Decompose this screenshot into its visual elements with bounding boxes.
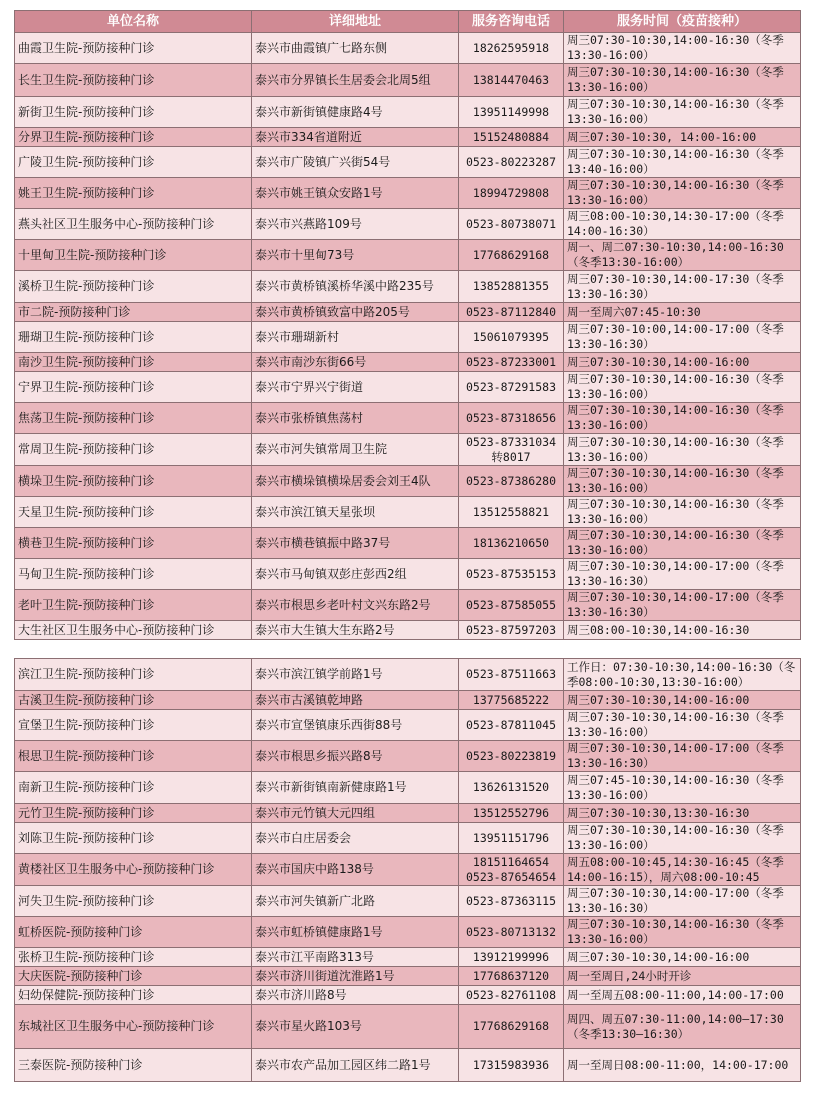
table-row xyxy=(15,178,801,209)
clinic-name-cell: 南新卫生院-预防接种门诊 xyxy=(15,772,252,804)
address-cell: 泰兴市河失镇常周卫生院 xyxy=(252,434,459,466)
table-row xyxy=(15,710,801,741)
table-row xyxy=(15,33,801,64)
phone-cell: 18262595918 xyxy=(459,33,564,64)
clinic-name-cell: 三泰医院-预防接种门诊 xyxy=(15,1049,252,1082)
address-cell: 泰兴市宁界兴宁街道 xyxy=(252,372,459,403)
table-row xyxy=(15,209,801,240)
address-cell: 泰兴市十里甸73号 xyxy=(252,240,459,271)
address-cell: 泰兴市张桥镇焦荡村 xyxy=(252,403,459,434)
hours-cell: 周三07:30-10:30,14:00-17:00（冬季13:30-16:30） xyxy=(564,886,801,917)
phone-cell: 13626131520 xyxy=(459,772,564,804)
clinic-name-cell: 曲霞卫生院-预防接种门诊 xyxy=(15,33,252,64)
clinic-name-cell: 元竹卫生院-预防接种门诊 xyxy=(15,804,252,823)
table-row xyxy=(15,967,801,986)
clinic-name-cell: 黄楼社区卫生服务中心-预防接种门诊 xyxy=(15,854,252,886)
clinic-name-cell: 妇幼保健院-预防接种门诊 xyxy=(15,986,252,1005)
phone-cell: 13951149998 xyxy=(459,97,564,128)
hours-cell: 周三07:30-10:30,14:00-16:00 xyxy=(564,691,801,710)
address-cell: 泰兴市334省道附近 xyxy=(252,128,459,147)
clinic-name-cell: 珊瑚卫生院-预防接种门诊 xyxy=(15,322,252,353)
table-row xyxy=(15,322,801,353)
table-row xyxy=(15,497,801,528)
clinic-name-cell: 滨江卫生院-预防接种门诊 xyxy=(15,659,252,691)
address-cell: 泰兴市曲霞镇广七路东侧 xyxy=(252,33,459,64)
hours-cell: 周三07:30-10:30,14:00-17:00（冬季13:30-16:30） xyxy=(564,741,801,772)
address-cell: 泰兴市新街镇南新健康路1号 xyxy=(252,772,459,804)
address-cell: 泰兴市济川街道沈淮路1号 xyxy=(252,967,459,986)
hours-cell: 周三07:30-10:00,14:00-17:00（冬季13:30-16:30） xyxy=(564,322,801,353)
header-name: 单位名称 xyxy=(15,11,252,33)
phone-cell: 0523-87535153 xyxy=(459,559,564,590)
phone-cell: 0523-87597203 xyxy=(459,621,564,640)
clinic-name-cell: 溪桥卫生院-预防接种门诊 xyxy=(15,271,252,303)
clinic-name-cell: 广陵卫生院-预防接种门诊 xyxy=(15,147,252,178)
phone-cell: 0523-87318656 xyxy=(459,403,564,434)
clinic-name-cell: 燕头社区卫生服务中心-预防接种门诊 xyxy=(15,209,252,240)
hours-cell: 周三07:30-10:30,13:30-16:30 xyxy=(564,804,801,823)
hours-cell: 周三07:30-10:30,14:00-16:30（冬季13:30-16:00） xyxy=(564,403,801,434)
hours-cell: 周三07:45-10:30,14:00-16:30（冬季13:30-16:00） xyxy=(564,772,801,804)
clinic-name-cell: 古溪卫生院-预防接种门诊 xyxy=(15,691,252,710)
address-cell: 泰兴市宣堡镇康乐西街88号 xyxy=(252,710,459,741)
phone-cell: 0523-80713132 xyxy=(459,917,564,948)
address-cell: 泰兴市星火路103号 xyxy=(252,1005,459,1049)
phone-cell: 15061079395 xyxy=(459,322,564,353)
clinic-name-cell: 常周卫生院-预防接种门诊 xyxy=(15,434,252,466)
hours-cell: 周三07:30-10:30,14:00-16:30（冬季13:30-16:00） xyxy=(564,528,801,559)
hours-cell: 周三07:30-10:30,14:00-16:30（冬季13:30-16:00） xyxy=(564,710,801,741)
table-row xyxy=(15,917,801,948)
phone-cell: 13951151796 xyxy=(459,823,564,854)
hours-cell: 周三07:30-10:30,14:00-16:30（冬季13:30-16:00） xyxy=(564,372,801,403)
address-cell: 泰兴市滨江镇学前路1号 xyxy=(252,659,459,691)
phone-cell: 0523-80223287 xyxy=(459,147,564,178)
address-cell: 泰兴市白庄居委会 xyxy=(252,823,459,854)
header-address: 详细地址 xyxy=(252,11,459,33)
phone-cell: 13512558821 xyxy=(459,497,564,528)
table-row xyxy=(15,128,801,147)
clinic-table-2-body xyxy=(15,659,801,1082)
clinic-name-cell: 新街卫生院-预防接种门诊 xyxy=(15,97,252,128)
phone-cell: 13852881355 xyxy=(459,271,564,303)
hours-cell: 周一至周日,24小时开诊 xyxy=(564,967,801,986)
address-cell: 泰兴市根思乡老叶村文兴东路2号 xyxy=(252,590,459,621)
hours-cell: 周三07:30-10:30,14:00-16:30（冬季13:30-16:00） xyxy=(564,178,801,209)
address-cell: 泰兴市根思乡振兴路8号 xyxy=(252,741,459,772)
hours-cell: 工作日：07:30-10:30,14:00-16:30（冬季08:00-10:30,13:30-16:00） xyxy=(564,659,801,691)
phone-cell: 0523-87511663 xyxy=(459,659,564,691)
phone-cell: 0523-87233001 xyxy=(459,353,564,372)
hours-cell: 周三07:30-10:30,14:00-16:30（冬季13:30-16:00） xyxy=(564,97,801,128)
table-row xyxy=(15,659,801,691)
address-cell: 泰兴市大生镇大生东路2号 xyxy=(252,621,459,640)
phone-cell: 0523-82761108 xyxy=(459,986,564,1005)
address-cell: 泰兴市姚王镇众安路1号 xyxy=(252,178,459,209)
hours-cell: 周三07:30-10:30,14:00-17:30（冬季13:30-16:30） xyxy=(564,271,801,303)
address-cell: 泰兴市国庆中路138号 xyxy=(252,854,459,886)
table-row xyxy=(15,353,801,372)
address-cell: 泰兴市虹桥镇健康路1号 xyxy=(252,917,459,948)
phone-cell: 18136210650 xyxy=(459,528,564,559)
table-row xyxy=(15,528,801,559)
header-phone: 服务咨询电话 xyxy=(459,11,564,33)
phone-cell: 13775685222 xyxy=(459,691,564,710)
phone-cell: 18151164654 0523-87654654 xyxy=(459,854,564,886)
hours-cell: 周一至周六07:45-10:30 xyxy=(564,303,801,322)
table-row xyxy=(15,621,801,640)
table-row xyxy=(15,64,801,97)
address-cell: 泰兴市珊瑚新村 xyxy=(252,322,459,353)
table-row xyxy=(15,772,801,804)
clinic-table-2 xyxy=(14,658,801,1082)
table-row xyxy=(15,434,801,466)
table-row xyxy=(15,741,801,772)
clinic-name-cell: 河失卫生院-预防接种门诊 xyxy=(15,886,252,917)
phone-cell: 13512552796 xyxy=(459,804,564,823)
clinic-name-cell: 虹桥医院-预防接种门诊 xyxy=(15,917,252,948)
address-cell: 泰兴市横巷镇振中路37号 xyxy=(252,528,459,559)
phone-cell: 0523-87291583 xyxy=(459,372,564,403)
clinic-name-cell: 东城社区卫生服务中心-预防接种门诊 xyxy=(15,1005,252,1049)
address-cell: 泰兴市古溪镇乾坤路 xyxy=(252,691,459,710)
hours-cell: 周四、周五07:30-11:00,14:00—17:30（冬季13:30—16:30） xyxy=(564,1005,801,1049)
phone-cell: 0523-80738071 xyxy=(459,209,564,240)
clinic-name-cell: 长生卫生院-预防接种门诊 xyxy=(15,64,252,97)
phone-cell: 18994729808 xyxy=(459,178,564,209)
address-cell: 泰兴市济川路8号 xyxy=(252,986,459,1005)
clinic-name-cell: 十里甸卫生院-预防接种门诊 xyxy=(15,240,252,271)
hours-cell: 周三07:30-10:30,14:00-16:30（冬季13:40-16:00） xyxy=(564,147,801,178)
clinic-name-cell: 刘陈卫生院-预防接种门诊 xyxy=(15,823,252,854)
address-cell: 泰兴市分界镇长生居委会北周5组 xyxy=(252,64,459,97)
clinic-name-cell: 大生社区卫生服务中心-预防接种门诊 xyxy=(15,621,252,640)
hours-cell: 周三07:30-10:30,14:00-16:30（冬季13:30-16:00） xyxy=(564,64,801,97)
address-cell: 泰兴市黄桥镇致富中路205号 xyxy=(252,303,459,322)
phone-cell: 0523-87331034转8017 xyxy=(459,434,564,466)
clinic-name-cell: 老叶卫生院-预防接种门诊 xyxy=(15,590,252,621)
address-cell: 泰兴市马甸镇双彭庄彭西2组 xyxy=(252,559,459,590)
clinic-name-cell: 天星卫生院-预防接种门诊 xyxy=(15,497,252,528)
table-row xyxy=(15,590,801,621)
hours-cell: 周五08:00-10:45,14:30-16:45（冬季14:00-16:15），周六08:00-10:45 xyxy=(564,854,801,886)
phone-cell: 17768629168 xyxy=(459,240,564,271)
address-cell: 泰兴市新街镇健康路4号 xyxy=(252,97,459,128)
clinic-name-cell: 南沙卫生院-预防接种门诊 xyxy=(15,353,252,372)
table-row xyxy=(15,240,801,271)
address-cell: 泰兴市南沙东街66号 xyxy=(252,353,459,372)
phone-cell: 13912199996 xyxy=(459,948,564,967)
hours-cell: 周三07:30-10:30,14:00-16:30（冬季13:30-16:00） xyxy=(564,434,801,466)
clinic-table-1 xyxy=(14,10,801,640)
address-cell: 泰兴市黄桥镇溪桥华溪中路235号 xyxy=(252,271,459,303)
phone-cell: 0523-87363115 xyxy=(459,886,564,917)
clinic-name-cell: 市二院-预防接种门诊 xyxy=(15,303,252,322)
hours-cell: 周三08:00-10:30,14:30-17:00（冬季14:00-16:30） xyxy=(564,209,801,240)
address-cell: 泰兴市横垛镇横垛居委会刘王4队 xyxy=(252,466,459,497)
table-row xyxy=(15,559,801,590)
clinic-name-cell: 马甸卫生院-预防接种门诊 xyxy=(15,559,252,590)
clinic-name-cell: 分界卫生院-预防接种门诊 xyxy=(15,128,252,147)
phone-cell: 17768629168 xyxy=(459,1005,564,1049)
address-cell: 泰兴市江平南路313号 xyxy=(252,948,459,967)
phone-cell: 17315983936 xyxy=(459,1049,564,1082)
phone-cell: 0523-87585055 xyxy=(459,590,564,621)
clinic-name-cell: 姚王卫生院-预防接种门诊 xyxy=(15,178,252,209)
clinic-name-cell: 宁界卫生院-预防接种门诊 xyxy=(15,372,252,403)
hours-cell: 周三07:30-10:30,14:00-16:30（冬季13:30-16:00） xyxy=(564,497,801,528)
hours-cell: 周三07:30-10:30,14:00-16:30（冬季13:30-16:00） xyxy=(564,466,801,497)
clinic-table-1-body xyxy=(15,33,801,640)
phone-cell: 0523-80223819 xyxy=(459,741,564,772)
table-row xyxy=(15,986,801,1005)
table-row xyxy=(15,303,801,322)
clinic-name-cell: 大庆医院-预防接种门诊 xyxy=(15,967,252,986)
hours-cell: 周一至周日08:00-11:00，14:00-17:00 xyxy=(564,1049,801,1082)
address-cell: 泰兴市广陵镇广兴街54号 xyxy=(252,147,459,178)
table-row xyxy=(15,948,801,967)
table-row xyxy=(15,804,801,823)
address-cell: 泰兴市河失镇新广北路 xyxy=(252,886,459,917)
phone-cell: 13814470463 xyxy=(459,64,564,97)
table-row xyxy=(15,271,801,303)
address-cell: 泰兴市元竹镇大元四组 xyxy=(252,804,459,823)
clinic-name-cell: 宣堡卫生院-预防接种门诊 xyxy=(15,710,252,741)
hours-cell: 周三07:30-10:30, 14:00-16:00 xyxy=(564,128,801,147)
table-row xyxy=(15,1049,801,1082)
table-row xyxy=(15,823,801,854)
table-header-row xyxy=(15,11,801,33)
clinic-name-cell: 根思卫生院-预防接种门诊 xyxy=(15,741,252,772)
phone-cell: 0523-87386280 xyxy=(459,466,564,497)
hours-cell: 周三07:30-10:30,14:00-16:30（冬季13:30-16:00） xyxy=(564,917,801,948)
hours-cell: 周一、周二07:30-10:30,14:00-16:30（冬季13:30-16:00） xyxy=(564,240,801,271)
header-hours: 服务时间（疫苗接种） xyxy=(564,11,801,33)
phone-cell: 0523-87811045 xyxy=(459,710,564,741)
table-row xyxy=(15,403,801,434)
table-row xyxy=(15,1005,801,1049)
hours-cell: 周三07:30-10:30,14:00-16:30（冬季13:30-16:00） xyxy=(564,33,801,64)
address-cell: 泰兴市农产品加工园区纬二路1号 xyxy=(252,1049,459,1082)
table-row xyxy=(15,854,801,886)
table-row xyxy=(15,97,801,128)
address-cell: 泰兴市兴燕路109号 xyxy=(252,209,459,240)
clinic-name-cell: 横巷卫生院-预防接种门诊 xyxy=(15,528,252,559)
table-row xyxy=(15,372,801,403)
hours-cell: 周三07:30-10:30,14:00-16:00 xyxy=(564,353,801,372)
phone-cell: 0523-87112840 xyxy=(459,303,564,322)
hours-cell: 周三07:30-10:30,14:00-17:00（冬季13:30-16:30） xyxy=(564,590,801,621)
hours-cell: 周三08:00-10:30,14:00-16:30 xyxy=(564,621,801,640)
hours-cell: 周三07:30-10:30,14:00-17:00（冬季13:30-16:30） xyxy=(564,559,801,590)
table-row xyxy=(15,147,801,178)
phone-cell: 15152480884 xyxy=(459,128,564,147)
clinic-name-cell: 焦荡卫生院-预防接种门诊 xyxy=(15,403,252,434)
hours-cell: 周三07:30-10:30,14:00-16:00 xyxy=(564,948,801,967)
hours-cell: 周三07:30-10:30,14:00-16:30（冬季13:30-16:00） xyxy=(564,823,801,854)
phone-cell: 17768637120 xyxy=(459,967,564,986)
clinic-name-cell: 横垛卫生院-预防接种门诊 xyxy=(15,466,252,497)
clinic-name-cell: 张桥卫生院-预防接种门诊 xyxy=(15,948,252,967)
address-cell: 泰兴市滨江镇天星张坝 xyxy=(252,497,459,528)
hours-cell: 周一至周五08:00-11:00,14:00-17:00 xyxy=(564,986,801,1005)
table-row xyxy=(15,466,801,497)
table-row xyxy=(15,691,801,710)
table-row xyxy=(15,886,801,917)
